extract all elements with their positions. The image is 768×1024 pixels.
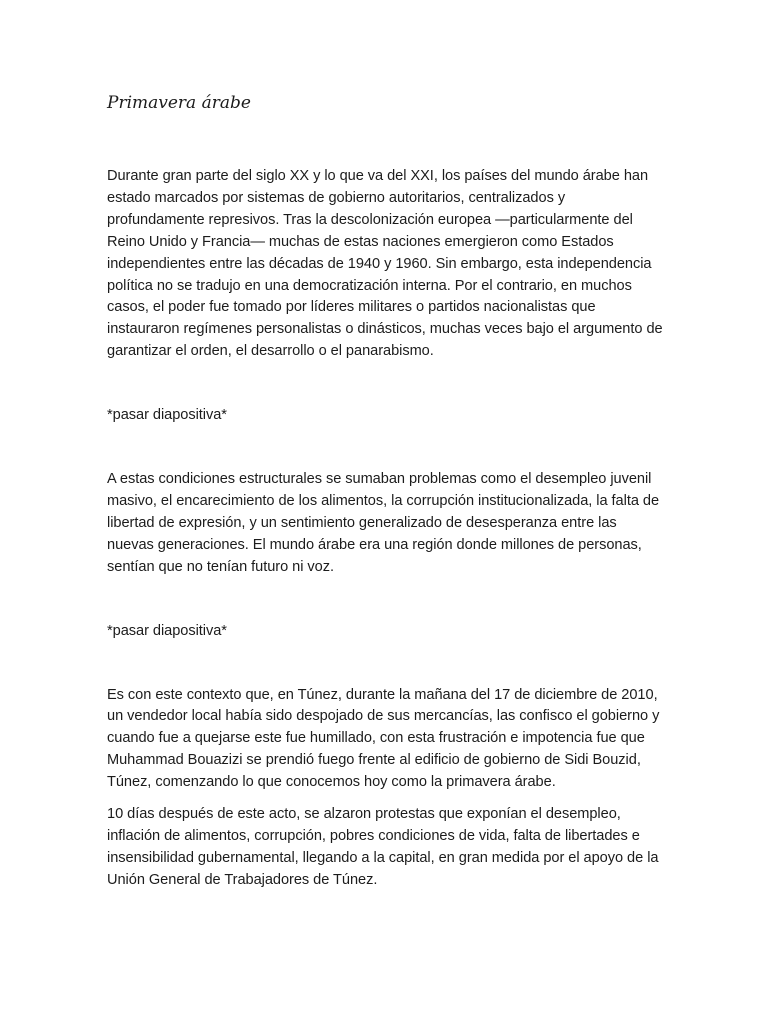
paragraph-protests: 10 días después de este acto, se alzaron protestas que exponían el desempleo, inflación de alimentos, corrupción, pobres condiciones de vida, falta de libertades e insensibilidad gubernamental, llegando a la capital, en gran medida por el apoyo de la Unión General de Trabajadores de Túnez. [107,806,659,888]
document-title: Primavera árabe [107,93,251,113]
document-page [107,90,663,892]
paragraph-context: Durante gran parte del siglo XX y lo que va del XXI, los países del mundo árabe han estado marcados por sistemas de gobierno autoritarios, centralizados y profundamente represivos. Tras la descolonización europea —particularmente del Reino Unido y Francia— muchas de estas naciones emergieron como Estados independientes entre las décadas de 1940 y 1960. Sin embargo, esta independencia política no se tradujo en una democratización interna. Por el contrario, en muchos casos, el poder fue tomado por líderes militares o partidos nacionalistas que instauraron regímenes personalistas o dinásticos, muchas veces bajo el argumento de garantizar el orden, el desarrollo o el panarabismo. [107,168,663,360]
slide-cue-1: *pasar diapositiva* [107,407,227,424]
paragraph-bouazizi: Es con este contexto que, en Túnez, durante la mañana del 17 de diciembre de 2010, un vendedor local había sido despojado de sus mercancías, las confisco el gobierno y cuando fue a quejarse este fue humillado, con esta frustración e impotencia fue que Muhammad Bouazizi se prendió fuego frente al edificio de gobierno de Sidi Bouzid, Túnez, comenzando lo que conocemos hoy como la primavera árabe. [107,686,660,791]
paragraph-conditions: A estas condiciones estructurales se sumaban problemas como el desempleo juvenil masivo, el encarecimiento de los alimentos, la corrupción institucionalizada, la falta de libertad de expresión, y un sentimiento generalizado de desesperanza entre las nuevas generaciones. El mundo árabe era una región donde millones de personas, sentían que no tenían futuro ni voz. [107,471,660,575]
slide-cue-2: *pasar diapositiva* [107,622,227,639]
